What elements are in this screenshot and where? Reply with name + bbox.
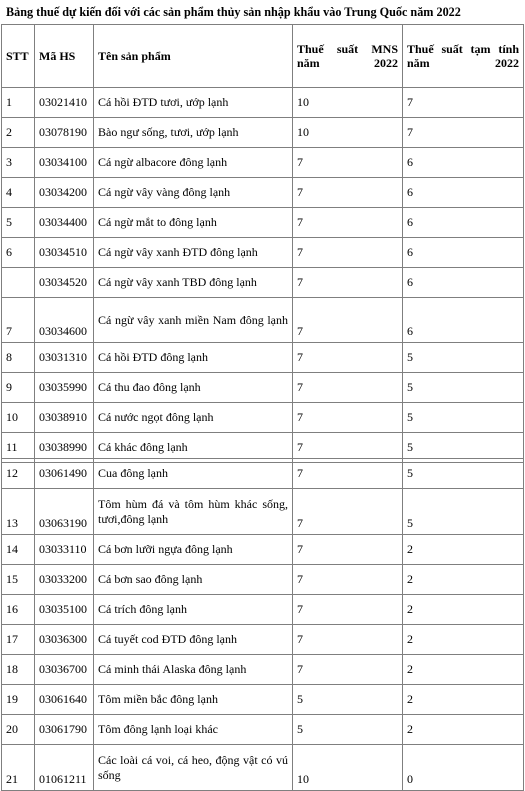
cell-thue-suat-mns: 7 xyxy=(293,565,403,595)
cell-ma-hs: 03061790 xyxy=(35,715,94,745)
cell-ten-san-pham: Cá ngừ vây xanh ĐTD đông lạnh xyxy=(94,238,293,268)
cell-ten-san-pham: Tôm miền bắc đông lạnh xyxy=(94,685,293,715)
cell-ma-hs: 01061211 xyxy=(35,745,94,791)
cell-ma-hs: 03038990 xyxy=(35,433,94,463)
table-row xyxy=(2,268,524,298)
cell-stt: 19 xyxy=(2,685,35,715)
cell-ma-hs: 03035100 xyxy=(35,595,94,625)
tariff-table-part-2 xyxy=(1,458,524,791)
header-ma-hs: Mã HS xyxy=(35,25,94,88)
cell-stt: 18 xyxy=(2,655,35,685)
cell-thue-suat-mns: 7 xyxy=(293,459,403,489)
cell-thue-suat-mns: 7 xyxy=(293,238,403,268)
cell-stt xyxy=(2,268,35,298)
table-row xyxy=(2,88,524,118)
cell-ma-hs: 03034400 xyxy=(35,208,94,238)
header-stt: STT xyxy=(2,25,35,88)
cell-ma-hs: 03078190 xyxy=(35,118,94,148)
cell-ma-hs: 03034510 xyxy=(35,238,94,268)
cell-stt: 7 xyxy=(2,298,35,343)
cell-ten-san-pham: Cá thu đao đông lạnh xyxy=(94,373,293,403)
cell-thue-suat-tam-tinh: 2 xyxy=(403,685,524,715)
table-title: Bảng thuế dự kiến đối với các sản phẩm thủy sản nhập khẩu vào Trung Quốc năm 2022 xyxy=(6,5,461,19)
cell-thue-suat-mns: 5 xyxy=(293,715,403,745)
table-row xyxy=(2,459,524,489)
table-row xyxy=(2,178,524,208)
cell-thue-suat-tam-tinh: 0 xyxy=(403,745,524,791)
table-row xyxy=(2,685,524,715)
cell-ten-san-pham: Các loài cá voi, cá heo, động vật có vú sống xyxy=(94,745,293,791)
cell-thue-suat-tam-tinh: 2 xyxy=(403,715,524,745)
table-row xyxy=(2,655,524,685)
cell-stt: 21 xyxy=(2,745,35,791)
cell-ma-hs: 03034100 xyxy=(35,148,94,178)
cell-thue-suat-tam-tinh: 7 xyxy=(403,118,524,148)
cell-thue-suat-tam-tinh: 2 xyxy=(403,565,524,595)
cell-thue-suat-mns: 7 xyxy=(293,433,403,463)
cell-ten-san-pham: Cá hồi ĐTD tươi, ướp lạnh xyxy=(94,88,293,118)
table-row xyxy=(2,298,524,343)
cell-thue-suat-mns: 7 xyxy=(293,178,403,208)
cell-thue-suat-mns: 7 xyxy=(293,373,403,403)
cell-thue-suat-mns: 7 xyxy=(293,298,403,343)
cell-ten-san-pham: Cá khác đông lạnh xyxy=(94,433,293,463)
cell-ma-hs: 03031310 xyxy=(35,343,94,373)
cell-thue-suat-tam-tinh: 5 xyxy=(403,433,524,463)
cell-ma-hs: 03061490 xyxy=(35,459,94,489)
cell-ten-san-pham: Cá ngừ mắt to đông lạnh xyxy=(94,208,293,238)
cell-thue-suat-mns: 10 xyxy=(293,88,403,118)
cell-ten-san-pham: Cua đông lạnh xyxy=(94,459,293,489)
table-row xyxy=(2,343,524,373)
cell-stt: 13 xyxy=(2,489,35,535)
table-row xyxy=(2,148,524,178)
cell-ma-hs: 03036300 xyxy=(35,625,94,655)
cell-stt: 5 xyxy=(2,208,35,238)
table-row xyxy=(2,208,524,238)
cell-thue-suat-tam-tinh: 6 xyxy=(403,178,524,208)
cell-stt: 15 xyxy=(2,565,35,595)
cell-thue-suat-mns: 7 xyxy=(293,595,403,625)
header-thue-suat-mns: Thuế suất MNS năm 2022 xyxy=(293,25,403,88)
cell-thue-suat-mns: 10 xyxy=(293,118,403,148)
cell-stt: 4 xyxy=(2,178,35,208)
cell-stt: 9 xyxy=(2,373,35,403)
header-row xyxy=(2,25,524,88)
cell-thue-suat-tam-tinh: 6 xyxy=(403,298,524,343)
cell-thue-suat-mns: 7 xyxy=(293,208,403,238)
cell-thue-suat-tam-tinh: 2 xyxy=(403,655,524,685)
cell-stt: 12 xyxy=(2,459,35,489)
cell-stt: 14 xyxy=(2,535,35,565)
cell-thue-suat-mns: 7 xyxy=(293,535,403,565)
cell-ten-san-pham: Tôm đông lạnh loại khác xyxy=(94,715,293,745)
cell-ten-san-pham: Tôm hùm đá và tôm hùm khác sống, tươi,đông lạnh xyxy=(94,489,293,535)
cell-thue-suat-tam-tinh: 6 xyxy=(403,268,524,298)
cell-thue-suat-tam-tinh: 5 xyxy=(403,343,524,373)
cell-ma-hs: 03036700 xyxy=(35,655,94,685)
table-row xyxy=(2,238,524,268)
table-row xyxy=(2,118,524,148)
cell-ten-san-pham: Cá ngừ vây xanh TBD đông lạnh xyxy=(94,268,293,298)
cell-thue-suat-tam-tinh: 5 xyxy=(403,403,524,433)
table-row xyxy=(2,489,524,535)
cell-thue-suat-mns: 5 xyxy=(293,685,403,715)
cell-stt: 11 xyxy=(2,433,35,463)
cell-stt: 20 xyxy=(2,715,35,745)
cell-stt: 16 xyxy=(2,595,35,625)
header-thue-suat-tam-tinh: Thuế suất tạm tính năm 2022 xyxy=(403,25,524,88)
table-row xyxy=(2,745,524,791)
cell-ten-san-pham: Cá nước ngọt đông lạnh xyxy=(94,403,293,433)
cell-ma-hs: 03061640 xyxy=(35,685,94,715)
cell-ten-san-pham: Cá bơn lưỡi ngựa đông lạnh xyxy=(94,535,293,565)
cell-thue-suat-mns: 10 xyxy=(293,745,403,791)
cell-thue-suat-mns: 7 xyxy=(293,403,403,433)
table-row xyxy=(2,373,524,403)
cell-thue-suat-tam-tinh: 7 xyxy=(403,88,524,118)
cell-thue-suat-mns: 7 xyxy=(293,343,403,373)
table-row xyxy=(2,625,524,655)
cell-thue-suat-tam-tinh: 6 xyxy=(403,148,524,178)
cell-stt: 17 xyxy=(2,625,35,655)
cell-ten-san-pham: Cá ngừ albacore đông lạnh xyxy=(94,148,293,178)
table-row xyxy=(2,565,524,595)
cell-ten-san-pham: Cá bơn sao đông lạnh xyxy=(94,565,293,595)
cell-thue-suat-tam-tinh: 2 xyxy=(403,625,524,655)
cell-thue-suat-tam-tinh: 5 xyxy=(403,459,524,489)
cell-stt: 8 xyxy=(2,343,35,373)
table-row xyxy=(2,715,524,745)
cell-thue-suat-mns: 7 xyxy=(293,625,403,655)
cell-ten-san-pham: Cá ngừ vây xanh miền Nam đông lạnh xyxy=(94,298,293,343)
cell-ma-hs: 03034600 xyxy=(35,298,94,343)
cell-stt: 2 xyxy=(2,118,35,148)
cell-ma-hs: 03021410 xyxy=(35,88,94,118)
cell-ten-san-pham: Cá tuyết cod ĐTD đông lạnh xyxy=(94,625,293,655)
cell-stt: 10 xyxy=(2,403,35,433)
cell-thue-suat-mns: 7 xyxy=(293,148,403,178)
cell-thue-suat-tam-tinh: 2 xyxy=(403,595,524,625)
table-row xyxy=(2,595,524,625)
cell-thue-suat-tam-tinh: 2 xyxy=(403,535,524,565)
cell-ten-san-pham: Cá minh thái Alaska đông lạnh xyxy=(94,655,293,685)
cell-ten-san-pham: Bào ngư sống, tươi, ướp lạnh xyxy=(94,118,293,148)
cell-thue-suat-mns: 7 xyxy=(293,655,403,685)
cell-thue-suat-mns: 7 xyxy=(293,489,403,535)
cell-ma-hs: 03063190 xyxy=(35,489,94,535)
cell-stt: 6 xyxy=(2,238,35,268)
cell-thue-suat-tam-tinh: 5 xyxy=(403,489,524,535)
cell-thue-suat-tam-tinh: 5 xyxy=(403,373,524,403)
table-row xyxy=(2,535,524,565)
cell-ma-hs: 03035990 xyxy=(35,373,94,403)
cell-thue-suat-tam-tinh: 6 xyxy=(403,238,524,268)
cell-ma-hs: 03038910 xyxy=(35,403,94,433)
cell-thue-suat-tam-tinh: 6 xyxy=(403,208,524,238)
table-row xyxy=(2,403,524,433)
cell-stt: 1 xyxy=(2,88,35,118)
cell-ma-hs: 03033200 xyxy=(35,565,94,595)
cell-ma-hs: 03033110 xyxy=(35,535,94,565)
cell-ma-hs: 03034520 xyxy=(35,268,94,298)
header-ten-san-pham: Tên sản phẩm xyxy=(94,25,293,88)
cell-ten-san-pham: Cá ngừ vây vàng đông lạnh xyxy=(94,178,293,208)
cell-stt: 3 xyxy=(2,148,35,178)
cell-thue-suat-mns: 7 xyxy=(293,268,403,298)
tariff-table-part-1 xyxy=(1,24,524,463)
cell-ma-hs: 03034200 xyxy=(35,178,94,208)
cell-ten-san-pham: Cá hồi ĐTD đông lạnh xyxy=(94,343,293,373)
cell-ten-san-pham: Cá trích đông lạnh xyxy=(94,595,293,625)
